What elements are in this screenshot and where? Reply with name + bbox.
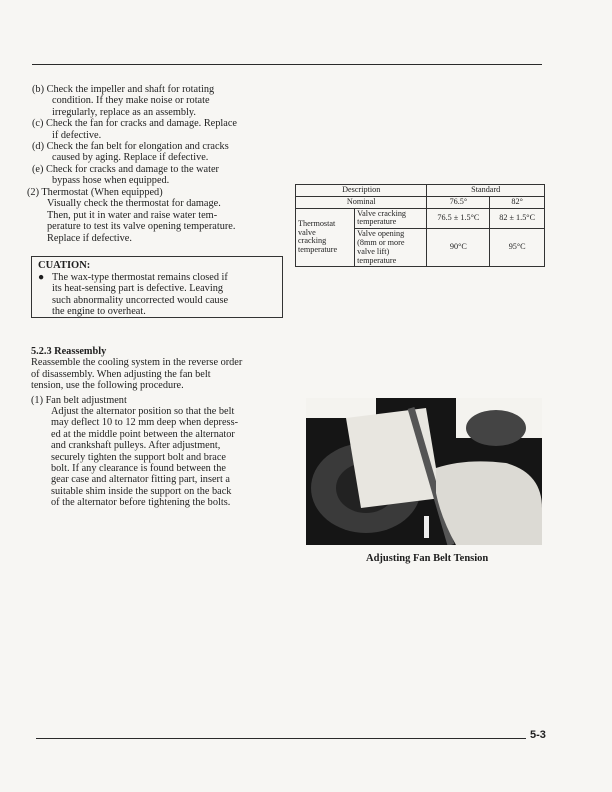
item-e-line-2: bypass hose when equipped. xyxy=(52,175,170,187)
group-label-line-4: temperature xyxy=(298,245,338,255)
caution-line-4: the engine to overheat. xyxy=(52,306,146,318)
row2-label-line-1: Valve opening xyxy=(357,229,405,239)
item-b-line-2: condition. If they make noise or rotate xyxy=(52,95,210,107)
row2-label xyxy=(355,229,427,267)
row1-label xyxy=(355,208,427,229)
caution-line-2: its heat-sensing part is defective. Leaving xyxy=(52,283,223,295)
thermostat-line-2: Then, put it in water and raise water tem- xyxy=(47,209,218,221)
fan-belt-line-3: ed at the middle point between the alternator xyxy=(51,428,235,440)
thermostat-line-4: Replace if defective. xyxy=(47,232,132,244)
item-c-line-2: if defective. xyxy=(52,129,102,141)
row2-label-line-4: temperature xyxy=(357,255,397,265)
nominal-value-1: 76.5° xyxy=(427,196,490,208)
reassembly-intro-2: of disassembly. When adjusting the fan belt xyxy=(31,368,211,380)
fan-belt-line-7: gear case and alternator fitting part, insert a xyxy=(51,474,230,486)
fan-belt-photo xyxy=(306,398,542,545)
caution-box xyxy=(31,256,283,318)
item-e-line-1: (e) Check for cracks and damage to the water xyxy=(32,163,219,175)
group-label-line-2: valve xyxy=(298,227,316,237)
row2-value-2: 95°C xyxy=(490,229,545,267)
table-row-nominal xyxy=(296,196,545,208)
bullet-icon: ● xyxy=(38,272,45,283)
nominal-label: Nominal xyxy=(296,196,427,208)
reassembly-intro-1: Reassemble the cooling system in the reverse order xyxy=(31,357,243,369)
thermostat-section xyxy=(27,187,282,244)
footer-rule xyxy=(36,738,526,739)
row2-label-line-3: valve lift) xyxy=(357,246,390,256)
group-label-line-1: Thermostat xyxy=(298,218,336,228)
items-b-to-e xyxy=(32,84,282,187)
fan-belt-line-1: Adjust the alternator position so that the belt xyxy=(51,406,235,418)
header-standard: Standard xyxy=(427,185,545,197)
page-number: 5-3 xyxy=(530,729,546,741)
fan-belt-line-9: of the alternator before tightening the bolts. xyxy=(51,497,231,509)
item-b-line-3: irregularly, replace as an assembly. xyxy=(52,106,196,118)
header-rule xyxy=(32,64,542,65)
header-description: Description xyxy=(296,185,427,197)
reassembly-intro-3: tension, use the following procedure. xyxy=(31,380,184,392)
item-d-line-2: caused by aging. Replace if defective. xyxy=(52,152,209,164)
reassembly-section xyxy=(31,346,286,509)
item-d-line-1: (d) Check the fan belt for elongation and cracks xyxy=(32,141,229,153)
caution-title: CUATION: xyxy=(38,260,91,271)
section-heading: 5.2.3 Reassembly xyxy=(31,346,107,357)
item-c-line-1: (c) Check the fan for cracks and damage. Replace xyxy=(32,118,237,130)
caution-line-1: The wax-type thermostat remains closed if xyxy=(52,272,228,283)
fan-belt-line-5: securely tighten the support bolt and brace xyxy=(51,451,226,463)
thermostat-spec-table xyxy=(295,184,545,267)
row1-value-1: 76.5 ± 1.5°C xyxy=(427,208,490,229)
thermostat-title: (2) Thermostat (When equipped) xyxy=(27,187,163,198)
group-label-line-3: cracking xyxy=(298,236,327,246)
fan-belt-line-8: suitable shim inside the support on the back xyxy=(51,485,232,497)
fan-belt-line-6: bolt. If any clearance is found between the xyxy=(51,463,226,475)
row1-label-line-2: temperature xyxy=(357,217,397,227)
fan-belt-line-4: and crankshaft pulleys. After adjustment, xyxy=(51,440,221,452)
row1-label-line-1: Valve cracking xyxy=(357,208,407,218)
thermostat-line-3: perature to test its valve opening temperature. xyxy=(47,221,236,233)
item-b-line-1: (b) Check the impeller and shaft for rotating xyxy=(32,84,215,95)
table-header-row xyxy=(296,185,545,197)
fan-belt-line-2: may deflect 10 to 12 mm deep when depress- xyxy=(51,417,239,429)
thermostat-line-1: Visually check the thermostat for damage. xyxy=(47,198,221,210)
table-row-cracking xyxy=(296,208,545,229)
row2-label-line-2: (8mm or more xyxy=(357,237,405,247)
nominal-value-2: 82° xyxy=(490,196,545,208)
fan-belt-title: (1) Fan belt adjustment xyxy=(31,394,127,406)
caution-line-3: such abnormality uncorrected would cause xyxy=(52,294,229,306)
group-label xyxy=(296,208,355,267)
row2-value-1: 90°C xyxy=(427,229,490,267)
row1-value-2: 82 ± 1.5°C xyxy=(490,208,545,229)
fan-belt-photo-graphic xyxy=(306,398,542,545)
caution-body xyxy=(38,272,274,318)
figure-caption: Adjusting Fan Belt Tension xyxy=(366,553,489,564)
